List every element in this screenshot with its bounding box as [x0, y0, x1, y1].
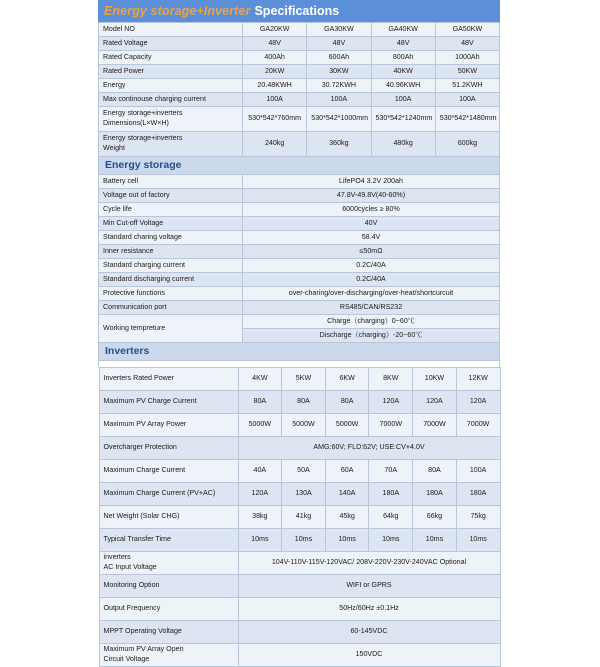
row-value: 10ms: [456, 529, 500, 552]
row-value: 5000W: [238, 414, 282, 437]
table-row: [99, 189, 500, 203]
row-label: Inverters Rated Power: [99, 368, 238, 391]
row-value: RS485/CAN/RS232: [243, 301, 500, 315]
row-value: 530*542*760mm: [243, 107, 307, 132]
table-row: [99, 51, 500, 65]
row-value: 30KW: [307, 65, 371, 79]
table-row: [99, 217, 500, 231]
row-value: 60-145VDC: [238, 621, 500, 644]
banner-title-main: Specifications: [254, 4, 339, 18]
table-row: [99, 107, 500, 132]
row-label: Maximum Charge Current (PV+AC): [99, 483, 238, 506]
row-value: 530*542*1000mm: [307, 107, 371, 132]
row-value: 800Ah: [371, 51, 435, 65]
row-label: Model NO: [99, 23, 243, 37]
row-value: 10KW: [413, 368, 457, 391]
row-value: 100A: [435, 93, 499, 107]
table-row: [99, 483, 500, 506]
row-value: 20.48KWH: [243, 79, 307, 93]
row-value: 41kg: [282, 506, 326, 529]
section-header-label: Energy storage: [99, 157, 500, 175]
row-value: 38kg: [238, 506, 282, 529]
row-value: LifePO4 3.2V 200ah: [243, 175, 500, 189]
row-value: 480kg: [371, 132, 435, 157]
row-value: 10ms: [238, 529, 282, 552]
row-label: Working tempreture: [99, 315, 243, 343]
row-value: 48V: [307, 37, 371, 51]
row-value: 0.2C/40A: [243, 273, 500, 287]
row-value: GA40KW: [371, 23, 435, 37]
row-value: 40.96KWH: [371, 79, 435, 93]
row-value: 80A: [282, 391, 326, 414]
row-value: 530*542*1240mm: [371, 107, 435, 132]
row-value: GA30KW: [307, 23, 371, 37]
row-value: 120A: [238, 483, 282, 506]
table-row: [99, 259, 500, 273]
table-row: [99, 245, 500, 259]
row-value: 50Hz/60Hz ±0.1Hz: [238, 598, 500, 621]
row-value: 48V: [243, 37, 307, 51]
row-value: GA20KW: [243, 23, 307, 37]
row-value: 120A: [413, 391, 457, 414]
row-label: Protective functions: [99, 287, 243, 301]
row-value: 48V: [435, 37, 499, 51]
inverters-block: [99, 367, 500, 667]
row-label: Energy storage+inverters Dimensions(L×W×H): [99, 107, 243, 132]
row-value: 600kg: [435, 132, 499, 157]
row-value: 10ms: [369, 529, 413, 552]
table-row: [99, 552, 500, 575]
table-row: [99, 231, 500, 245]
row-value-discharge: Discharge（charging）-20~60℃: [243, 329, 500, 343]
row-label: Net Weight (Solar CHG): [99, 506, 238, 529]
row-value: 40A: [238, 460, 282, 483]
table-row: [99, 644, 500, 667]
row-label: Maximum PV Array Open Circuit Voltage: [99, 644, 238, 667]
row-label: Overcharger Protection: [99, 437, 238, 460]
row-value: 150VDC: [238, 644, 500, 667]
row-value: 100A: [243, 93, 307, 107]
row-value: 75kg: [456, 506, 500, 529]
row-value: 240kg: [243, 132, 307, 157]
row-value: 80A: [413, 460, 457, 483]
row-label: Max continouse charging current: [99, 93, 243, 107]
table-row: [99, 506, 500, 529]
row-value: 180A: [369, 483, 413, 506]
row-value: 100A: [307, 93, 371, 107]
table-row: [99, 273, 500, 287]
row-value: 180A: [413, 483, 457, 506]
row-value: 5KW: [282, 368, 326, 391]
row-value: over-charing/over-discharging/over-heat/shortcurcuit: [243, 287, 500, 301]
row-label: Rated Voltage: [99, 37, 243, 51]
row-label: Min Cut-off Voltage: [99, 217, 243, 231]
row-label: Rated Capacity: [99, 51, 243, 65]
row-value: 140A: [325, 483, 369, 506]
table-row: [99, 621, 500, 644]
table-row-working-temp: [99, 315, 500, 329]
row-value: 10ms: [282, 529, 326, 552]
table-row: [99, 368, 500, 391]
row-value: 8KW: [369, 368, 413, 391]
row-value: GA50KW: [435, 23, 499, 37]
row-value: 80A: [325, 391, 369, 414]
row-value: 7000W: [456, 414, 500, 437]
row-value: 40V: [243, 217, 500, 231]
row-value: 50A: [282, 460, 326, 483]
row-value: 80A: [238, 391, 282, 414]
row-label: Standard discharging current: [99, 273, 243, 287]
row-label: Voltage out of factory: [99, 189, 243, 203]
section-header-energy-storage: [99, 157, 500, 175]
table-row: [99, 575, 500, 598]
row-value: 360kg: [307, 132, 371, 157]
spec-table: [98, 22, 500, 667]
row-label: Monitoring Option: [99, 575, 238, 598]
row-value: 58.4V: [243, 231, 500, 245]
row-value: 600Ah: [307, 51, 371, 65]
row-value: 66kg: [413, 506, 457, 529]
row-label: Typical Transfer Time: [99, 529, 238, 552]
row-value: 6000cycles ≥ 80%: [243, 203, 500, 217]
row-value: 10ms: [413, 529, 457, 552]
row-label: Rated Power: [99, 65, 243, 79]
row-value: 530*542*1480mm: [435, 107, 499, 132]
row-value: ≤50mΩ: [243, 245, 500, 259]
row-value: 4KW: [238, 368, 282, 391]
row-label: Output Frequency: [99, 598, 238, 621]
row-value: 48V: [371, 37, 435, 51]
section-header-inverters: [99, 343, 500, 361]
table-row: [99, 287, 500, 301]
row-value: 64kg: [369, 506, 413, 529]
row-value: 130A: [282, 483, 326, 506]
spec-sheet: [98, 0, 500, 667]
row-value-charge: Charge（charging）0~60℃: [243, 315, 500, 329]
inverters-cell: [99, 367, 500, 667]
row-value: 120A: [369, 391, 413, 414]
row-label: Battery cell: [99, 175, 243, 189]
row-value: 6KW: [325, 368, 369, 391]
row-value: 0.2C/40A: [243, 259, 500, 273]
table-row: [99, 598, 500, 621]
table-row: [99, 132, 500, 157]
row-value: 70A: [369, 460, 413, 483]
table-row: [99, 37, 500, 51]
section-header-label: Inverters: [99, 343, 500, 361]
inverters-table: [99, 367, 501, 667]
table-row: [99, 175, 500, 189]
row-label: Maximum Charge Current: [99, 460, 238, 483]
row-label: Maximum PV Array Power: [99, 414, 238, 437]
row-label: Energy storage+inverters Weight: [99, 132, 243, 157]
row-label: Cycle life: [99, 203, 243, 217]
table-row-overcharger: [99, 437, 500, 460]
row-label: Communication port: [99, 301, 243, 315]
row-value: 12KW: [456, 368, 500, 391]
table-row: [99, 460, 500, 483]
row-value: 47.8V-49.8V(40-60%): [243, 189, 500, 203]
row-value: 104V-110V-115V-120VAC/ 208V-220V-230V-240VAC Optional: [238, 552, 500, 575]
row-value: 60A: [325, 460, 369, 483]
table-row: [99, 93, 500, 107]
row-value: 5000W: [282, 414, 326, 437]
table-row: [99, 23, 500, 37]
row-value: 45kg: [325, 506, 369, 529]
row-value: 40KW: [371, 65, 435, 79]
row-label: inverters AC Input Voltage: [99, 552, 238, 575]
row-value: 180A: [456, 483, 500, 506]
table-row: [99, 65, 500, 79]
row-label: Standard charging current: [99, 259, 243, 273]
table-row: [99, 301, 500, 315]
row-value: 100A: [456, 460, 500, 483]
table-row: [99, 203, 500, 217]
table-body-top: [99, 23, 500, 667]
row-value: 7000W: [369, 414, 413, 437]
row-value: 400Ah: [243, 51, 307, 65]
row-value: 51.2KWH: [435, 79, 499, 93]
row-value: AMG:60V; FLD:62V; USE:CV+4.0V: [238, 437, 500, 460]
table-row: [99, 414, 500, 437]
row-value: 120A: [456, 391, 500, 414]
table-row: [99, 391, 500, 414]
row-value: 50KW: [435, 65, 499, 79]
banner-title-accent: Energy storage+Inverter: [104, 4, 250, 18]
banner-title: [98, 0, 500, 22]
row-label: Standard charing voltage: [99, 231, 243, 245]
row-value: 5000W: [325, 414, 369, 437]
row-label: Energy: [99, 79, 243, 93]
row-label: Maximum PV Charge Current: [99, 391, 238, 414]
row-value: 10ms: [325, 529, 369, 552]
row-value: 100A: [371, 93, 435, 107]
row-label: MPPT Operating Voltage: [99, 621, 238, 644]
row-value: 7000W: [413, 414, 457, 437]
table-row: [99, 79, 500, 93]
row-value: WIFI or GPRS: [238, 575, 500, 598]
row-value: 30.72KWH: [307, 79, 371, 93]
row-value: 20KW: [243, 65, 307, 79]
row-value: 1000Ah: [435, 51, 499, 65]
table-row: [99, 529, 500, 552]
row-label: Inner resistance: [99, 245, 243, 259]
